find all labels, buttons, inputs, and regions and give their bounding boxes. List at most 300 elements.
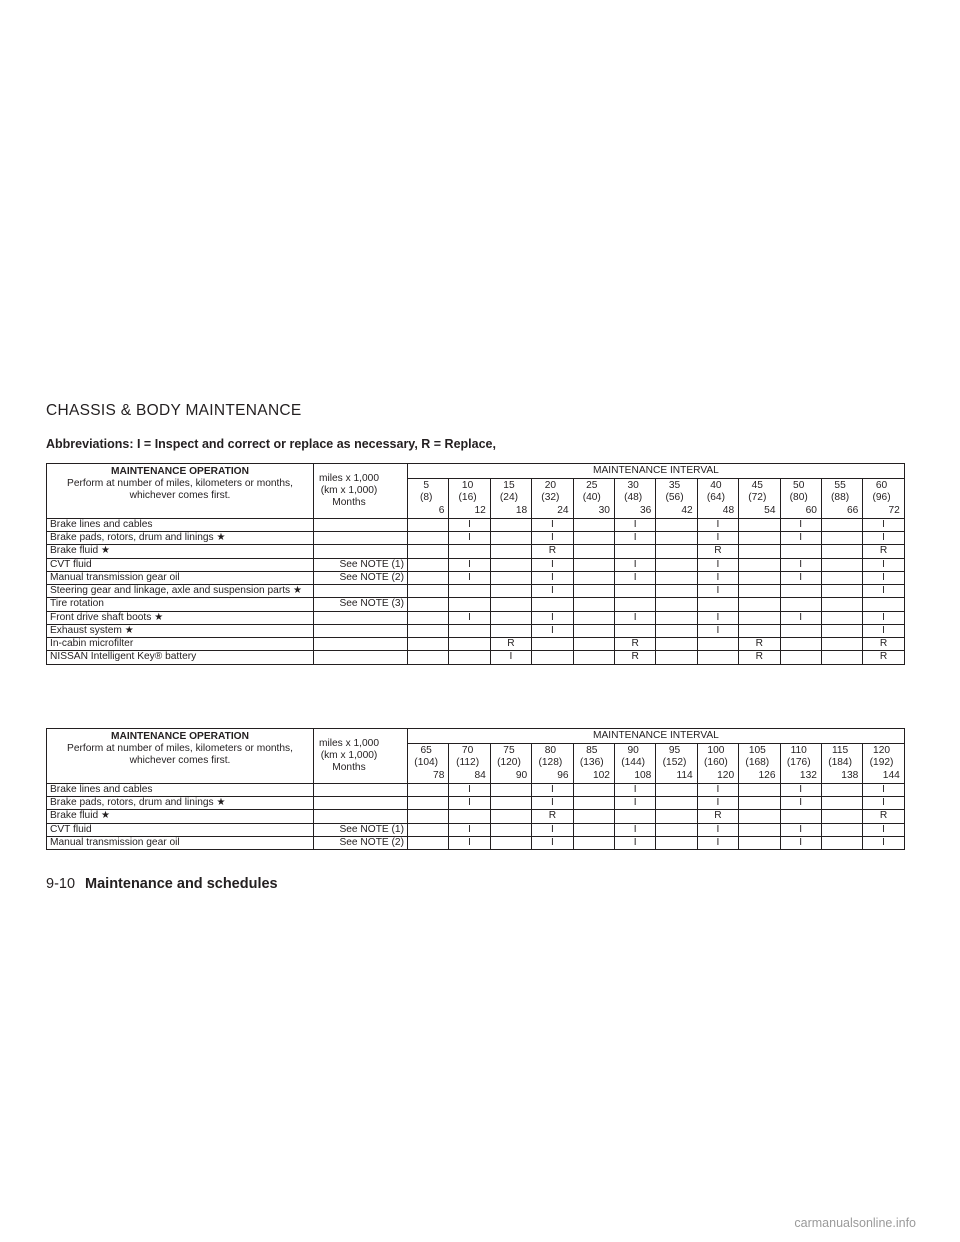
schedule-cell xyxy=(408,783,449,796)
note-reference-cell: See NOTE (1) xyxy=(314,823,408,836)
table-row xyxy=(47,611,905,624)
schedule-cell xyxy=(408,638,449,651)
schedule-cell xyxy=(408,810,449,823)
schedule-cell: R xyxy=(739,638,780,651)
schedule-cell xyxy=(573,651,614,664)
schedule-cell xyxy=(614,624,655,637)
table-row xyxy=(47,518,905,531)
schedule-cell xyxy=(656,651,697,664)
interval-header-title: MAINTENANCE INTERVAL xyxy=(408,729,905,744)
interval-months: 126 xyxy=(758,769,776,781)
schedule-cell xyxy=(821,783,862,796)
schedule-cell xyxy=(408,624,449,637)
operation-name-cell xyxy=(47,836,314,849)
schedule-cell: I xyxy=(697,797,738,810)
schedule-cell xyxy=(739,810,780,823)
interval-miles: 25 xyxy=(586,480,598,492)
star-icon: ★ xyxy=(292,585,302,597)
schedule-cell xyxy=(821,638,862,651)
interval-months: 144 xyxy=(882,769,900,781)
schedule-cell: I xyxy=(780,797,821,810)
schedule-cell: I xyxy=(449,611,490,624)
schedule-cell: I xyxy=(532,518,573,531)
interval-months: 90 xyxy=(515,769,528,781)
note-reference-cell xyxy=(314,783,408,796)
schedule-cell xyxy=(821,836,862,849)
interval-km: (176) xyxy=(786,757,811,769)
schedule-cell xyxy=(490,585,531,598)
operation-header-description: Perform at number of miles, kilometers or months, whichever comes first. xyxy=(67,478,293,502)
interval-km: (56) xyxy=(665,492,684,504)
interval-km: (72) xyxy=(748,492,767,504)
page-number: 9-10 xyxy=(46,876,76,892)
schedule-cell xyxy=(656,783,697,796)
interval-km: (192) xyxy=(869,757,894,769)
schedule-cell: I xyxy=(697,783,738,796)
schedule-cell xyxy=(656,532,697,545)
note-reference-cell: See NOTE (1) xyxy=(314,558,408,571)
schedule-cell: I xyxy=(614,797,655,810)
interval-column-header xyxy=(821,744,862,784)
schedule-cell: I xyxy=(780,532,821,545)
schedule-cell xyxy=(863,598,905,611)
note-reference-cell xyxy=(314,518,408,531)
schedule-cell: I xyxy=(863,624,905,637)
schedule-cell xyxy=(573,585,614,598)
schedule-cell xyxy=(490,518,531,531)
interval-miles: 105 xyxy=(748,745,766,757)
interval-miles: 60 xyxy=(875,480,888,492)
schedule-cell: I xyxy=(532,823,573,836)
schedule-cell: R xyxy=(614,638,655,651)
schedule-cell xyxy=(780,585,821,598)
schedule-cell xyxy=(573,598,614,611)
interval-column-header xyxy=(573,744,614,784)
schedule-cell: I xyxy=(449,823,490,836)
star-icon: ★ xyxy=(154,611,164,623)
units-header-cell xyxy=(314,729,408,784)
schedule-cell: I xyxy=(532,783,573,796)
schedule-cell xyxy=(490,545,531,558)
operation-name: Brake fluid xyxy=(50,810,99,822)
interval-months: 24 xyxy=(557,504,569,516)
schedule-cell xyxy=(821,558,862,571)
operation-name: Brake lines and cables xyxy=(50,518,153,530)
schedule-cell: I xyxy=(780,518,821,531)
schedule-cell xyxy=(449,651,490,664)
schedule-cell: I xyxy=(532,836,573,849)
schedule-cell xyxy=(408,611,449,624)
schedule-cell: R xyxy=(490,638,531,651)
schedule-cell xyxy=(780,810,821,823)
schedule-cell: I xyxy=(697,518,738,531)
schedule-cell: I xyxy=(697,611,738,624)
schedule-cell xyxy=(408,823,449,836)
section-title: CHASSIS & BODY MAINTENANCE xyxy=(46,402,302,419)
schedule-cell: I xyxy=(780,823,821,836)
operation-header-cell xyxy=(47,729,314,784)
interval-months: 96 xyxy=(557,769,569,781)
table-row xyxy=(47,810,905,823)
operation-name: Manual transmission gear oil xyxy=(50,836,180,848)
operation-name: Manual transmission gear oil xyxy=(50,571,180,583)
note-reference-cell xyxy=(314,545,408,558)
interval-months: 84 xyxy=(474,769,486,781)
interval-months: 18 xyxy=(515,504,528,516)
note-reference-cell xyxy=(314,585,408,598)
schedule-cell xyxy=(821,823,862,836)
schedule-cell xyxy=(821,532,862,545)
table-row xyxy=(47,598,905,611)
operation-name: Brake pads, rotors, drum and linings xyxy=(50,797,214,809)
schedule-cell: I xyxy=(532,558,573,571)
schedule-cell xyxy=(573,810,614,823)
schedule-cell xyxy=(821,545,862,558)
schedule-cell xyxy=(656,585,697,598)
interval-column-header xyxy=(614,479,655,519)
schedule-cell: I xyxy=(449,836,490,849)
schedule-cell xyxy=(573,797,614,810)
interval-miles: 70 xyxy=(461,745,474,757)
schedule-cell: I xyxy=(532,532,573,545)
schedule-cell xyxy=(573,545,614,558)
interval-km: (24) xyxy=(499,492,519,504)
schedule-cell: I xyxy=(697,571,738,584)
operation-header-title: MAINTENANCE OPERATION xyxy=(111,731,249,742)
schedule-cell: I xyxy=(614,836,655,849)
schedule-cell xyxy=(697,651,738,664)
schedule-cell xyxy=(821,585,862,598)
interval-km: (96) xyxy=(872,492,891,504)
schedule-cell xyxy=(821,810,862,823)
operation-name-cell xyxy=(47,532,314,545)
note-reference-cell xyxy=(314,611,408,624)
abbreviations-note: Abbreviations: I = Inspect and correct or replace as necessary, R = Replace, xyxy=(46,437,496,451)
schedule-cell xyxy=(532,651,573,664)
schedule-cell xyxy=(821,611,862,624)
schedule-cell xyxy=(739,545,780,558)
operation-name-cell xyxy=(47,638,314,651)
schedule-cell: R xyxy=(532,545,573,558)
table-row xyxy=(47,585,905,598)
operation-name-cell xyxy=(47,571,314,584)
schedule-cell xyxy=(408,518,449,531)
maintenance-table-1 xyxy=(46,463,905,665)
schedule-cell xyxy=(490,611,531,624)
interval-column-header xyxy=(490,479,531,519)
schedule-cell xyxy=(739,823,780,836)
schedule-cell xyxy=(490,810,531,823)
schedule-cell xyxy=(656,598,697,611)
interval-column-header xyxy=(739,744,780,784)
schedule-cell xyxy=(697,638,738,651)
schedule-cell: I xyxy=(863,532,905,545)
star-icon: ★ xyxy=(100,545,110,557)
schedule-cell xyxy=(490,571,531,584)
operation-name-cell xyxy=(47,558,314,571)
interval-miles: 100 xyxy=(707,745,725,757)
units-km-label: (km x 1,000) xyxy=(320,749,378,761)
schedule-cell xyxy=(573,518,614,531)
interval-miles: 65 xyxy=(420,745,432,757)
schedule-cell xyxy=(821,797,862,810)
schedule-cell: I xyxy=(697,585,738,598)
interval-miles: 115 xyxy=(831,745,849,757)
interval-miles: 120 xyxy=(873,745,891,757)
interval-miles: 20 xyxy=(544,480,557,492)
operation-name: CVT fluid xyxy=(50,823,92,835)
interval-miles: 35 xyxy=(668,480,681,492)
schedule-cell xyxy=(490,598,531,611)
schedule-cell: I xyxy=(780,571,821,584)
schedule-cell xyxy=(408,651,449,664)
schedule-cell: I xyxy=(697,624,738,637)
schedule-cell xyxy=(614,598,655,611)
schedule-cell xyxy=(573,624,614,637)
interval-months: 108 xyxy=(634,769,652,781)
interval-column-header xyxy=(821,479,862,519)
schedule-cell xyxy=(573,611,614,624)
schedule-cell: I xyxy=(697,836,738,849)
schedule-cell xyxy=(739,598,780,611)
operation-header-description: Perform at number of miles, kilometers or months, whichever comes first. xyxy=(67,743,293,767)
interval-header-title: MAINTENANCE INTERVAL xyxy=(408,464,905,479)
page-footer xyxy=(46,876,278,892)
schedule-cell xyxy=(739,836,780,849)
schedule-cell: R xyxy=(863,545,905,558)
interval-miles: 50 xyxy=(793,480,805,492)
table-row xyxy=(47,836,905,849)
schedule-cell xyxy=(408,532,449,545)
interval-km: (64) xyxy=(706,492,725,504)
note-reference-cell xyxy=(314,810,408,823)
schedule-cell: I xyxy=(780,783,821,796)
operation-name-cell xyxy=(47,651,314,664)
maintenance-table-2 xyxy=(46,728,905,850)
note-reference-cell: See NOTE (3) xyxy=(314,598,408,611)
interval-column-header xyxy=(656,744,697,784)
interval-miles: 110 xyxy=(790,745,807,757)
operation-name: NISSAN Intelligent Key® battery xyxy=(50,651,197,663)
operation-name-cell xyxy=(47,545,314,558)
schedule-cell: R xyxy=(697,810,738,823)
table-row xyxy=(47,532,905,545)
schedule-cell xyxy=(449,598,490,611)
schedule-cell: I xyxy=(614,783,655,796)
operation-name-cell xyxy=(47,810,314,823)
operation-name: Exhaust system xyxy=(50,624,122,636)
interval-months: 120 xyxy=(717,769,735,781)
schedule-cell xyxy=(739,611,780,624)
schedule-cell xyxy=(821,571,862,584)
schedule-cell xyxy=(408,797,449,810)
interval-months: 114 xyxy=(676,769,693,781)
units-months-label: Months xyxy=(332,762,366,774)
schedule-cell xyxy=(821,518,862,531)
schedule-cell xyxy=(821,598,862,611)
schedule-cell: I xyxy=(863,558,905,571)
schedule-cell xyxy=(656,638,697,651)
interval-miles: 40 xyxy=(710,480,722,492)
schedule-cell xyxy=(490,558,531,571)
star-icon: ★ xyxy=(216,532,226,544)
interval-column-header xyxy=(449,744,490,784)
table-row xyxy=(47,624,905,637)
schedule-cell xyxy=(656,823,697,836)
interval-column-header xyxy=(863,744,905,784)
note-reference-cell xyxy=(314,532,408,545)
schedule-cell: I xyxy=(449,518,490,531)
interval-column-header xyxy=(490,744,531,784)
schedule-cell xyxy=(739,571,780,584)
interval-months: 102 xyxy=(592,769,610,781)
interval-months: 30 xyxy=(598,504,610,516)
schedule-cell: I xyxy=(614,532,655,545)
interval-km: (8) xyxy=(419,492,433,504)
schedule-cell xyxy=(408,585,449,598)
operation-name: In-cabin microfilter xyxy=(50,638,134,650)
operation-name-cell xyxy=(47,585,314,598)
schedule-cell xyxy=(532,598,573,611)
interval-miles: 30 xyxy=(627,480,639,492)
units-miles-label: miles x 1,000 xyxy=(318,737,380,749)
schedule-cell xyxy=(408,571,449,584)
table-row xyxy=(47,797,905,810)
schedule-cell xyxy=(780,624,821,637)
interval-column-header xyxy=(573,479,614,519)
interval-column-header xyxy=(449,479,490,519)
schedule-cell xyxy=(739,797,780,810)
interval-months: 54 xyxy=(764,504,776,516)
schedule-cell xyxy=(449,638,490,651)
schedule-cell: I xyxy=(532,571,573,584)
operation-header-title: MAINTENANCE OPERATION xyxy=(111,466,249,477)
note-reference-cell xyxy=(314,638,408,651)
schedule-cell xyxy=(739,558,780,571)
schedule-cell: R xyxy=(697,545,738,558)
interval-column-header xyxy=(532,744,573,784)
schedule-cell: I xyxy=(449,797,490,810)
schedule-cell xyxy=(449,624,490,637)
schedule-cell: I xyxy=(780,558,821,571)
interval-km: (80) xyxy=(789,492,808,504)
schedule-cell xyxy=(614,545,655,558)
units-header-cell xyxy=(314,464,408,519)
schedule-cell: I xyxy=(614,558,655,571)
schedule-cell: R xyxy=(863,651,905,664)
schedule-cell xyxy=(697,598,738,611)
schedule-cell xyxy=(573,836,614,849)
table-row xyxy=(47,823,905,836)
interval-miles: 90 xyxy=(627,745,639,757)
watermark: carmanualsonline.info xyxy=(794,1216,916,1230)
schedule-cell: I xyxy=(532,585,573,598)
note-reference-cell: See NOTE (2) xyxy=(314,836,408,849)
interval-miles: 15 xyxy=(503,480,515,492)
note-reference-cell: See NOTE (2) xyxy=(314,571,408,584)
schedule-cell: I xyxy=(697,823,738,836)
interval-km: (152) xyxy=(662,757,687,769)
schedule-cell: I xyxy=(863,571,905,584)
interval-column-header xyxy=(780,744,821,784)
interval-column-header xyxy=(656,479,697,519)
schedule-cell xyxy=(573,823,614,836)
schedule-cell xyxy=(739,585,780,598)
schedule-cell: I xyxy=(490,651,531,664)
schedule-cell xyxy=(573,532,614,545)
interval-km: (120) xyxy=(497,757,521,769)
operation-name-cell xyxy=(47,518,314,531)
note-reference-cell xyxy=(314,797,408,810)
interval-months: 42 xyxy=(681,504,693,516)
interval-km: (144) xyxy=(621,757,646,769)
interval-months: 72 xyxy=(888,504,900,516)
interval-km: (128) xyxy=(538,757,563,769)
operation-name-cell xyxy=(47,797,314,810)
schedule-cell xyxy=(449,585,490,598)
interval-column-header xyxy=(408,479,449,519)
schedule-cell xyxy=(408,558,449,571)
interval-months: 6 xyxy=(438,504,445,516)
interval-months: 48 xyxy=(722,504,735,516)
schedule-cell: I xyxy=(863,836,905,849)
schedule-cell xyxy=(821,624,862,637)
schedule-cell xyxy=(408,598,449,611)
schedule-cell xyxy=(490,783,531,796)
schedule-cell xyxy=(821,651,862,664)
schedule-cell xyxy=(614,810,655,823)
interval-column-header xyxy=(697,744,738,784)
schedule-cell xyxy=(656,518,697,531)
schedule-cell: I xyxy=(449,571,490,584)
schedule-cell: R xyxy=(863,810,905,823)
schedule-cell xyxy=(408,836,449,849)
units-miles-label: miles x 1,000 xyxy=(318,472,380,484)
schedule-cell xyxy=(656,611,697,624)
units-months-label: Months xyxy=(332,497,366,509)
interval-miles: 45 xyxy=(751,480,763,492)
schedule-cell: I xyxy=(863,797,905,810)
schedule-cell xyxy=(573,783,614,796)
interval-months: 36 xyxy=(640,504,652,516)
schedule-cell: I xyxy=(863,518,905,531)
operation-name-cell xyxy=(47,598,314,611)
interval-miles: 75 xyxy=(503,745,515,757)
operation-name-cell xyxy=(47,783,314,796)
schedule-cell xyxy=(656,545,697,558)
schedule-cell xyxy=(573,558,614,571)
interval-km: (104) xyxy=(414,757,439,769)
schedule-cell xyxy=(656,797,697,810)
schedule-cell: I xyxy=(614,518,655,531)
interval-column-header xyxy=(532,479,573,519)
note-reference-cell xyxy=(314,651,408,664)
schedule-cell: I xyxy=(614,611,655,624)
schedule-cell xyxy=(780,651,821,664)
operation-name: Steering gear and linkage, axle and suspension parts xyxy=(50,585,291,597)
header-row xyxy=(47,464,905,479)
interval-miles: 5 xyxy=(423,480,430,492)
schedule-cell xyxy=(449,545,490,558)
interval-km: (16) xyxy=(458,492,477,504)
operation-header-cell xyxy=(47,464,314,519)
interval-months: 12 xyxy=(474,504,486,516)
units-km-label: (km x 1,000) xyxy=(320,484,378,496)
schedule-cell: R xyxy=(739,651,780,664)
table-row xyxy=(47,558,905,571)
schedule-cell: R xyxy=(614,651,655,664)
schedule-cell xyxy=(573,571,614,584)
